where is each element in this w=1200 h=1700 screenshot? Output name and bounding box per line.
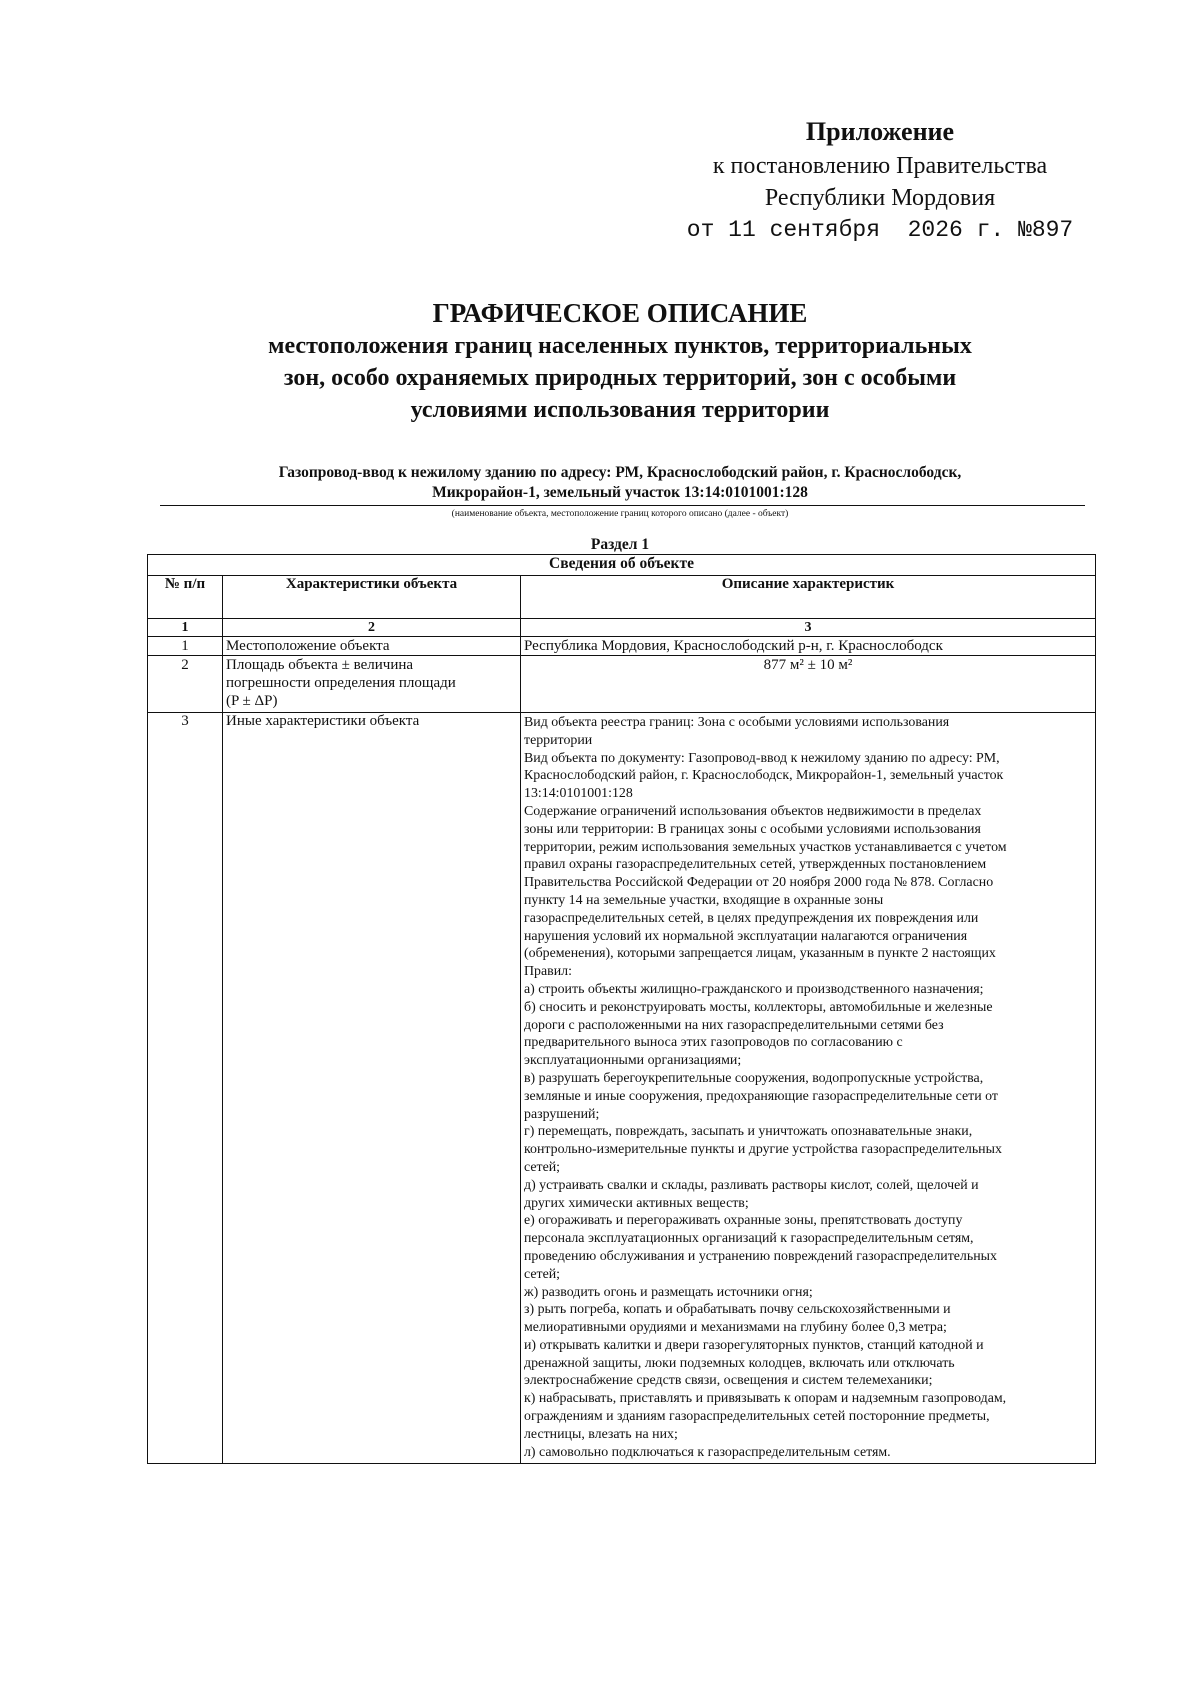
document-title: ГРАФИЧЕСКОЕ ОПИСАНИЕ xyxy=(432,298,808,328)
description-line: дороги с расположенными на них газораспределительными сетями без xyxy=(524,1017,944,1033)
appendix-date: от 11 сентября 2026 г. №897 xyxy=(686,217,1074,243)
description-line: а) строить объекты жилищно-гражданского и производственного назначения; xyxy=(524,981,984,997)
description-line: проведению обслуживания и устранению повреждений газораспределительных xyxy=(524,1248,997,1264)
row-characteristic: Местоположение объекта xyxy=(223,637,521,656)
description-line: г) перемещать, повреждать, засыпать и уничтожать опознавательные знаки, xyxy=(524,1124,973,1140)
row-characteristic xyxy=(223,656,521,713)
description-line: ограждениям и зданиям газораспределительных сетей посторонние предметы, xyxy=(524,1409,990,1425)
description-line: электроснабжение средств связи, освещения и систем телемеханики; xyxy=(524,1373,933,1389)
description-line: лестницы, влезать на них; xyxy=(524,1426,678,1442)
table-row xyxy=(148,637,1096,656)
description-line: (обременения), которыми запрещается лицам, указанным в пункте 2 настоящих xyxy=(524,946,996,962)
description-line: б) сносить и реконструировать мосты, коллекторы, автомобильные и железные xyxy=(524,999,993,1015)
table-header-row xyxy=(148,576,1096,619)
column-number-2: 2 xyxy=(223,619,521,637)
header-description: Описание характеристик xyxy=(521,576,1096,619)
object-name-underline xyxy=(160,505,1085,506)
object-name-line-1: Газопровод-ввод к нежилому зданию по адресу: РМ, Краснослободский район, г. Краснослободск, xyxy=(278,464,962,481)
column-number-row xyxy=(148,619,1096,637)
description-line: в) разрушать берегоукрепительные сооружения, водопропускные устройства, xyxy=(524,1070,984,1086)
description-line: к) набрасывать, приставлять и привязывать к опорам и надземным газопроводам, xyxy=(524,1391,1007,1407)
document-title-block xyxy=(150,296,1090,426)
description-line: Вид объекта по документу: Газопровод-ввод к нежилому зданию по адресу: РМ, xyxy=(524,750,1000,766)
description-line: контрольно-измерительные пункты и другие устройства газораспределительных xyxy=(524,1142,1002,1158)
row-characteristic-line: Площадь объекта ± величина xyxy=(226,657,414,673)
description-line: е) огораживать и перегораживать охранные зоны, препятствовать доступу xyxy=(524,1213,963,1229)
row-description: 877 м² ± 10 м² xyxy=(521,656,1096,713)
description-line: Содержание ограничений использования объектов недвижимости в пределах xyxy=(524,803,982,819)
appendix-line-2: Республики Мордовия xyxy=(764,185,996,211)
object-name xyxy=(150,463,1090,503)
object-info-table xyxy=(147,554,1096,1464)
description-line: д) устраивать свалки и склады, разливать растворы кислот, солей, щелочей и xyxy=(524,1177,979,1193)
description-line: земляные и иные сооружения, предохраняющие газораспределительные сети от xyxy=(524,1088,998,1104)
description-line: Правительства Российской Федерации от 20 ноября 2000 года № 878. Согласно xyxy=(524,875,994,891)
description-line: персонала эксплуатационных организаций к газораспределительным сетям, xyxy=(524,1231,974,1247)
appendix-header xyxy=(670,116,1090,246)
description-line: зоны или территории: В границах зоны с особыми условиями использования xyxy=(524,821,981,837)
object-name-line-2: Микрорайон-1, земельный участок 13:14:0101001:128 xyxy=(432,484,808,501)
row-number: 3 xyxy=(148,713,223,1464)
description-line: нарушения условий их нормальной эксплуатации налагаются ограничения xyxy=(524,928,968,944)
description-line: 13:14:0101001:128 xyxy=(524,786,633,802)
description-line: Правил: xyxy=(524,964,572,980)
description-line: газораспределительных сетей, в целях предупреждения их повреждения или xyxy=(524,910,979,926)
document-subtitle-line-3: условиями использования территории xyxy=(410,397,830,423)
table-row xyxy=(148,713,1096,1464)
description-line: Вид объекта реестра границ: Зона с особыми условиями использования xyxy=(524,715,950,730)
table-caption: Сведения об объекте xyxy=(148,555,1096,576)
description-line: и) открывать калитки и двери газорегуляторных пунктов, станций катодной и xyxy=(524,1337,984,1353)
header-characteristic: Характеристики объекта xyxy=(223,576,521,619)
column-number-3: 3 xyxy=(521,619,1096,637)
description-line: дренажной защиты, люки подземных колодцев, включать или отключать xyxy=(524,1355,955,1371)
row-characteristic-line: погрешности определения площади xyxy=(226,675,456,691)
description-line: сетей; xyxy=(524,1159,561,1175)
description-line: других химически активных веществ; xyxy=(524,1195,749,1211)
description-line: л) самовольно подключаться к газораспределительным сетям. xyxy=(524,1444,891,1460)
row-characteristic: Иные характеристики объекта xyxy=(223,713,521,1464)
row-description: Республика Мордовия, Краснослободский р-н, г. Краснослободск xyxy=(521,637,1096,656)
description-line: мелиоративными орудиями и механизмами на глубину более 0,3 метра; xyxy=(524,1320,947,1336)
description-line: территории, режим использования земельных участков устанавливается с учетом xyxy=(524,839,1007,855)
document-subtitle-line-2: зон, особо охраняемых природных территорий, зон с особыми xyxy=(283,365,957,391)
document-subtitle-line-1: местоположения границ населенных пунктов, территориальных xyxy=(268,333,972,359)
appendix-title: Приложение xyxy=(805,117,955,146)
description-line: эксплуатационными организациями; xyxy=(524,1053,742,1069)
description-line: разрушений; xyxy=(524,1106,600,1122)
row-description xyxy=(521,713,1096,1464)
row-number: 2 xyxy=(148,656,223,713)
description-line: сетей; xyxy=(524,1266,561,1282)
table-caption-row xyxy=(148,555,1096,576)
section-label: Раздел 1 xyxy=(590,536,650,553)
description-line: территории xyxy=(524,732,593,748)
description-line: Краснослободский район, г. Краснослободск, Микрорайон-1, земельный участок xyxy=(524,768,1004,784)
column-number-1: 1 xyxy=(148,619,223,637)
object-caption: (наименование объекта, местоположение границ которого описано (далее - объект) xyxy=(451,509,789,519)
appendix-line-1: к постановлению Правительства xyxy=(712,153,1048,179)
description-line: предварительного выноса этих газопроводов по согласованию с xyxy=(524,1035,903,1051)
row-number: 1 xyxy=(148,637,223,656)
header-number: № п/п xyxy=(148,576,223,619)
description-line: з) рыть погреба, копать и обрабатывать почву сельскохозяйственными и xyxy=(524,1302,951,1318)
description-line: пункту 14 на земельные участки, входящие в охранные зоны xyxy=(524,892,884,908)
row-characteristic-line: (P ± ΔP) xyxy=(226,693,278,709)
table-row xyxy=(148,656,1096,713)
description-line: ж) разводить огонь и размещать источники огня; xyxy=(524,1284,813,1300)
description-line: правил охраны газораспределительных сетей, утвержденных постановлением xyxy=(524,857,987,873)
